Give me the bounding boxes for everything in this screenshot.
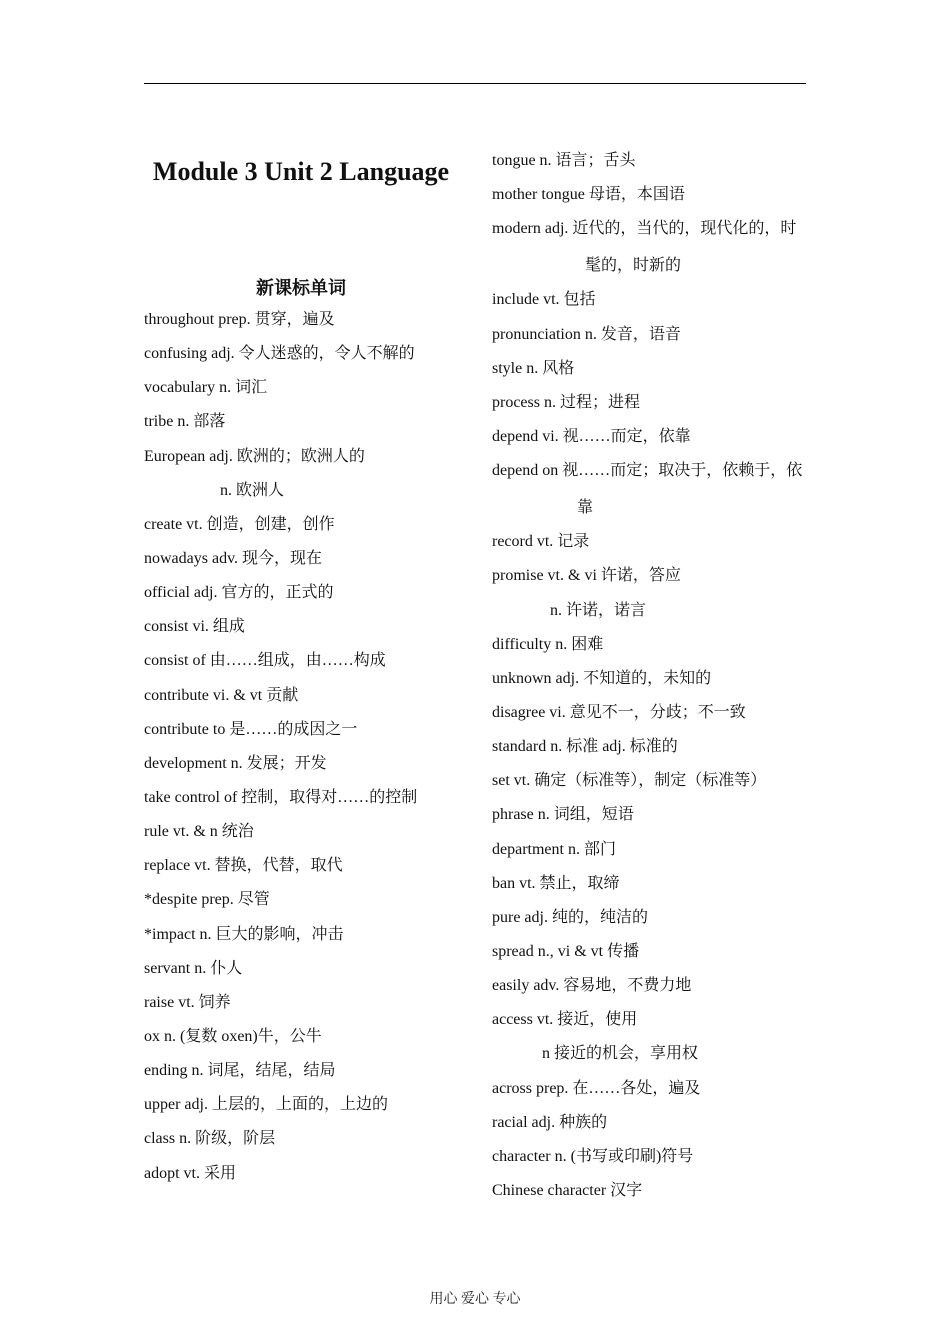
vocabulary-entry: development n. 发展；开发 — [144, 754, 327, 772]
document-title: Module 3 Unit 2 Language — [152, 157, 450, 186]
vocabulary-entry: European adj. 欧洲的；欧洲人的 — [144, 447, 365, 465]
vocabulary-entry: take control of 控制，取得对……的控制 — [144, 788, 418, 806]
vocabulary-entry: tongue n. 语言；舌头 — [492, 152, 636, 169]
vocabulary-entry: contribute to 是……的成因之一 — [144, 720, 358, 738]
vocabulary-entry-continuation: 髦的，时新的 — [585, 257, 682, 275]
vocabulary-entry: racial adj. 种族的 — [492, 1113, 608, 1131]
vocabulary-entry: rule vt. & n 统治 — [144, 823, 254, 841]
vocabulary-entry: pure adj. 纯的，纯洁的 — [492, 908, 648, 926]
vocabulary-entry: upper adj. 上层的，上面的，上边的 — [144, 1096, 388, 1114]
vocabulary-entry: spread n., vi & vt 传播 — [492, 942, 640, 960]
vocabulary-entry: servant n. 仆人 — [144, 959, 243, 977]
vocabulary-entry: tribe n. 部落 — [144, 413, 226, 431]
vocabulary-entry: style n. 风格 — [492, 359, 575, 377]
page-footer: 用心 爱心 专心 — [429, 1292, 521, 1307]
vocabulary-entry: unknown adj. 不知道的，未知的 — [492, 669, 712, 687]
vocabulary-entry: pronunciation n. 发音，语音 — [492, 325, 681, 343]
vocabulary-entry: set vt. 确定（标准等），制定（标准等） — [492, 772, 767, 790]
vocabulary-entry: consist vi. 组成 — [144, 618, 245, 636]
vocabulary-entry: record vt. 记录 — [492, 533, 590, 551]
vocabulary-entry: *impact n. 巨大的影响，冲击 — [144, 925, 344, 943]
vocabulary-entry: nowadays adv. 现今，现在 — [144, 549, 323, 567]
vocabulary-entry: official adj. 官方的，正式的 — [144, 584, 334, 602]
vocabulary-entry: raise vt. 饲养 — [144, 993, 231, 1011]
vocabulary-entry: ban vt. 禁止，取缔 — [492, 874, 620, 892]
vocabulary-entry: ending n. 词尾，结尾，结局 — [144, 1062, 336, 1080]
vocabulary-entry-continuation: n. 欧洲人 — [220, 481, 285, 499]
vocabulary-entry: ox n. (复数 oxen)牛，公牛 — [144, 1027, 322, 1045]
vocabulary-entry: department n. 部门 — [492, 840, 616, 858]
vocabulary-entry: *despite prep. 尽管 — [144, 891, 270, 909]
vocabulary-entry-continuation: 靠 — [577, 499, 594, 517]
vocabulary-entry: easily adv. 容易地，不费力地 — [492, 977, 692, 995]
vocabulary-entry: consist of 由……组成，由……构成 — [144, 652, 386, 670]
vocabulary-entry-continuation: n. 许诺，诺言 — [550, 601, 647, 619]
vocabulary-entry: throughout prep. 贯穿，遍及 — [144, 311, 335, 328]
header-rule — [144, 83, 806, 84]
vocabulary-entry-continuation: n 接近的机会，享用权 — [542, 1045, 699, 1063]
vocabulary-entry: vocabulary n. 词汇 — [144, 379, 268, 397]
section-heading: 新课标单词 — [256, 278, 346, 298]
vocabulary-entry: include vt. 包括 — [492, 291, 596, 309]
vocabulary-entry: process n. 过程；进程 — [492, 393, 640, 411]
vocabulary-entry: create vt. 创造，创建，创作 — [144, 515, 335, 533]
vocabulary-entry: contribute vi. & vt 贡献 — [144, 686, 299, 704]
vocabulary-entry: adopt vt. 采用 — [144, 1164, 236, 1182]
vocabulary-entry: depend vi. 视……而定，依靠 — [492, 427, 691, 445]
vocabulary-entry: character n. (书写或印刷)符号 — [492, 1147, 694, 1165]
vocabulary-column-left — [144, 306, 464, 1194]
vocabulary-entry: replace vt. 替换，代替，取代 — [144, 857, 343, 875]
vocabulary-entry: promise vt. & vi 许诺，答应 — [492, 567, 681, 585]
vocabulary-entry: access vt. 接近，使用 — [492, 1011, 638, 1029]
vocabulary-entry: disagree vi. 意见不一，分歧；不一致 — [492, 703, 746, 721]
vocabulary-entry: Chinese character 汉字 — [492, 1181, 643, 1199]
vocabulary-entry: across prep. 在……各处，遍及 — [492, 1079, 701, 1097]
vocabulary-entry: phrase n. 词组，短语 — [492, 806, 634, 824]
vocabulary-entry: depend on 视……而定；取决于，依赖于，依 — [492, 462, 803, 480]
vocabulary-column-right — [492, 147, 812, 1211]
vocabulary-entry: confusing adj. 令人迷惑的，令人不解的 — [144, 345, 415, 363]
vocabulary-entry: difficulty n. 困难 — [492, 635, 604, 653]
vocabulary-entry: mother tongue 母语，本国语 — [492, 186, 685, 204]
vocabulary-entry: class n. 阶级，阶层 — [144, 1130, 276, 1148]
vocabulary-entry: standard n. 标准 adj. 标准的 — [492, 738, 678, 756]
vocabulary-entry: modern adj. 近代的，当代的，现代化的，时 — [492, 220, 797, 238]
